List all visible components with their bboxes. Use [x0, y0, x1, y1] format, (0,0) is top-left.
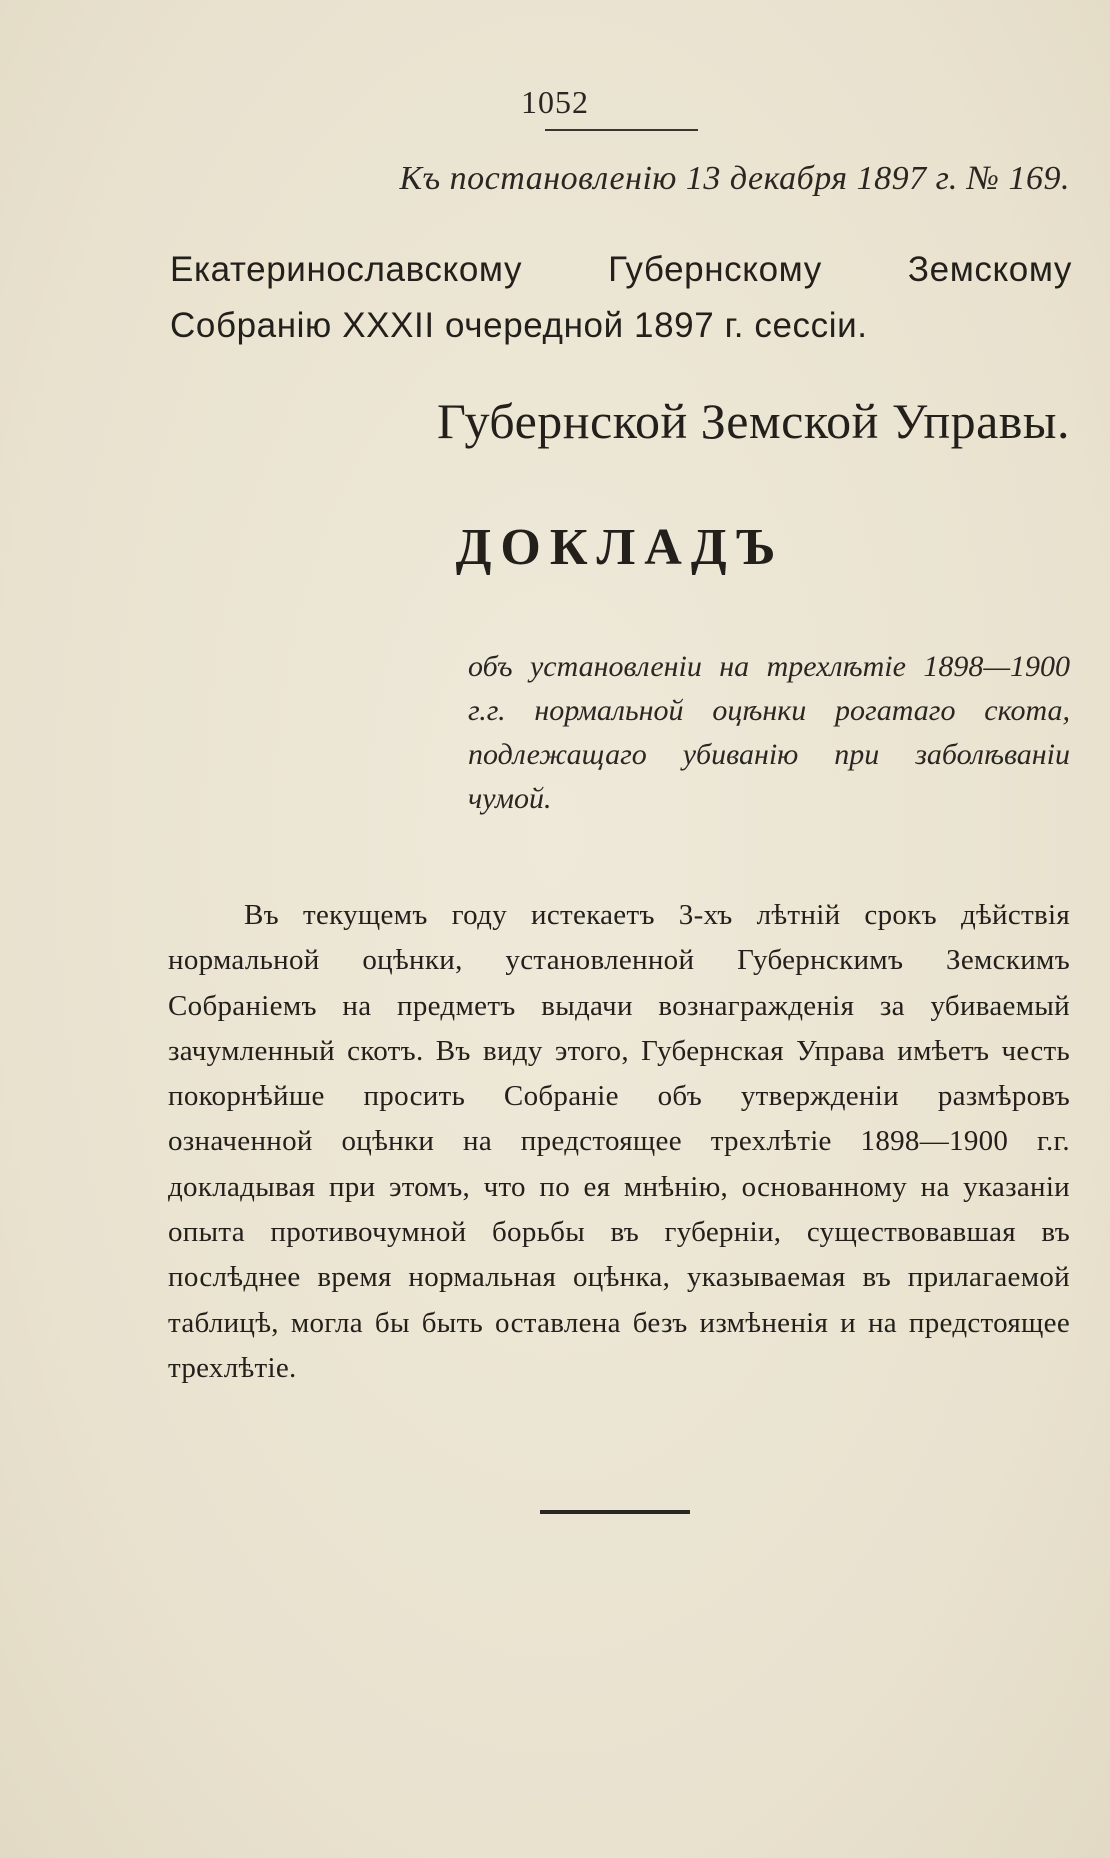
issuing-body: Губернской Земской Управы.	[436, 393, 1070, 449]
report-body-paragraph: Въ текущемъ году истекаетъ 3-хъ лѣтній срокъ дѣйствія нормальной оцѣнки, установленной Губернскимъ Земскимъ Собраніемъ на предметъ выдачи вознагражденія за убиваемый зачумленный скотъ. Въ виду этого, Губернская Управа имѣетъ честь покорнѣйше просить Собраніе объ утвержденіи размѣровъ означенной оцѣнки на предстоящее трехлѣтіе 1898—1900 г.г. докладывая при этомъ, что по ея мнѣнію, основанному на указаніи опыта противочумной борьбы въ губерніи, существовавшая въ послѣднее время нормальная оцѣнка, указываемая въ прилагаемой таблицѣ, могла бы быть оставлена безъ измѣненія и на предстоящее трехлѣтіе.	[168, 899, 1070, 1384]
addressee-heading: Екатеринославскому Губернскому Земскому Собранію XXXII очередной 1897 г. сессіи.	[170, 250, 1072, 345]
document-title: ДОКЛАДЪ	[455, 519, 785, 576]
page-number: 1052	[521, 84, 589, 120]
resolution-reference: Къ постановленію 13 декабря 1897 г. № 169.	[399, 160, 1070, 197]
report-subject: объ установленіи на трехлѣтіе 1898—1900 г.г. нормальной оцѣнки рогатаго скота, подлежащаго убиванію при заболѣваніи чумой.	[468, 650, 1070, 815]
page-number-rule	[545, 129, 698, 131]
closing-rule	[540, 1510, 690, 1514]
